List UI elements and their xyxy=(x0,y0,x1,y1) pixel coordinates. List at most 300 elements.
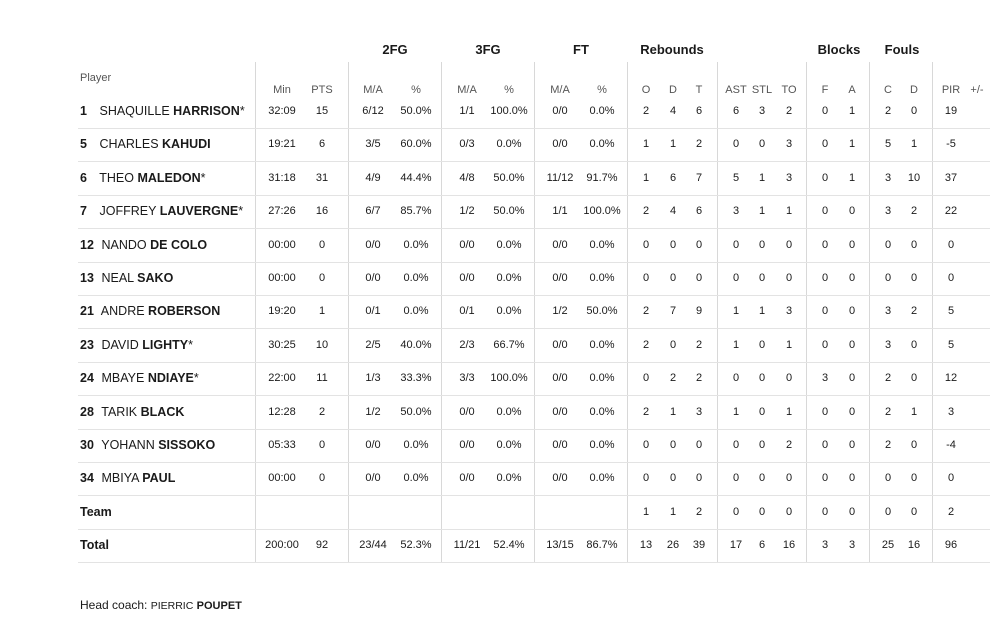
column-header: AST xyxy=(725,84,747,96)
table-row xyxy=(78,462,990,496)
stat-cell: 0/0 xyxy=(459,405,475,418)
stat-cell: 0 xyxy=(318,472,326,485)
stat-cell: 60.0% xyxy=(400,138,432,151)
stat-cell: 16 xyxy=(782,539,796,552)
stat-cell xyxy=(262,496,302,529)
starter-mark: * xyxy=(188,337,193,352)
stat-cell xyxy=(967,128,987,161)
head-coach-last-name: POUPET xyxy=(196,600,242,612)
stat-cell: 0/0 xyxy=(552,439,568,451)
stat-cell: 7 xyxy=(695,171,703,184)
stat-cell: 0.0% xyxy=(403,439,429,451)
player-last-name: SAKO xyxy=(137,271,174,285)
stat-cell: 0 xyxy=(821,305,829,318)
stat-cell: 32:09 xyxy=(268,105,296,117)
table-row xyxy=(78,95,990,129)
column-header: STL xyxy=(751,84,773,96)
stat-cell: 66.7% xyxy=(493,338,525,351)
stat-cell: 30:25 xyxy=(268,338,296,351)
player-name xyxy=(80,462,175,495)
stat-cell: 1 xyxy=(642,505,650,518)
player-first-name: ANDRE xyxy=(100,304,145,319)
stat-cell: 1/2 xyxy=(365,405,381,418)
stat-cell xyxy=(967,162,987,195)
stat-cell: 0 xyxy=(785,472,793,485)
stat-cell: 3 xyxy=(884,305,892,318)
player-name xyxy=(80,262,173,295)
table-row xyxy=(78,295,990,329)
starter-mark: * xyxy=(200,170,206,185)
stat-cell: 50.0% xyxy=(493,171,525,184)
stat-cell: 1 xyxy=(758,305,766,318)
head-coach-label: Head coach: xyxy=(80,598,151,612)
stat-cell: 0 xyxy=(642,238,650,251)
stat-cell: 1 xyxy=(318,305,326,318)
stat-cell: 13 xyxy=(639,539,653,552)
stat-cell: 0/0 xyxy=(365,272,381,284)
starter-mark: * xyxy=(238,204,244,219)
stat-cell: 25 xyxy=(881,539,895,552)
player-name xyxy=(80,429,215,462)
stat-cell: 0 xyxy=(669,439,677,451)
player-name xyxy=(80,195,243,228)
stat-cell: 2 xyxy=(884,105,892,117)
stat-cell: 0/0 xyxy=(552,405,568,418)
stat-cell: 0 xyxy=(785,238,793,251)
stat-cell: 50.0% xyxy=(400,405,432,418)
stat-cell: 0 xyxy=(695,238,703,251)
stat-cell: 1 xyxy=(785,338,793,351)
stat-cell: 2 xyxy=(318,405,326,418)
group-header-blocks: Blocks xyxy=(817,42,861,57)
stat-cell: 4/8 xyxy=(459,171,475,184)
stat-cell: 52.3% xyxy=(400,539,432,552)
head-coach xyxy=(80,598,242,612)
stat-cell: 0 xyxy=(848,439,856,451)
stat-cell: 0/0 xyxy=(365,472,381,485)
stat-cell: 200:00 xyxy=(265,539,299,552)
stat-cell: 0/0 xyxy=(459,272,475,284)
stat-cell: 0.0% xyxy=(496,439,522,451)
stat-cell: 1 xyxy=(642,171,650,184)
player-number: 23 xyxy=(80,337,94,352)
stat-cell: 3/3 xyxy=(459,372,475,385)
stat-cell: 3 xyxy=(785,138,793,151)
player-first-name: YOHANN xyxy=(101,438,155,452)
stat-cell: 1/1 xyxy=(459,105,475,117)
stat-cell: 4 xyxy=(669,105,677,117)
stat-cell: 2 xyxy=(910,305,918,318)
stat-cell: 1 xyxy=(758,205,766,218)
player-first-name: DAVID xyxy=(101,337,139,352)
stat-cell: 0 xyxy=(758,238,766,251)
stat-cell: 0 xyxy=(732,238,740,251)
stat-cell: 0 xyxy=(785,272,793,284)
stat-cell: 0 xyxy=(848,372,856,385)
stat-cell xyxy=(967,295,987,328)
stat-cell: 0.0% xyxy=(496,472,522,485)
table-row xyxy=(78,329,990,363)
stat-cell: 19 xyxy=(944,105,958,117)
stat-cell: 0 xyxy=(821,138,829,151)
stat-cell: 100.0% xyxy=(583,205,621,218)
stat-cell: 12:28 xyxy=(268,405,296,418)
stat-cell: 2 xyxy=(884,372,892,385)
stat-cell: 3 xyxy=(947,405,955,418)
stat-cell: 0.0% xyxy=(589,138,615,151)
stat-cell xyxy=(967,362,987,395)
stat-cell: 0 xyxy=(642,372,650,385)
stat-cell: 9 xyxy=(695,305,703,318)
stat-cell: 0.0% xyxy=(589,338,615,351)
stat-cell: 0/0 xyxy=(552,472,568,485)
stat-cell: 16 xyxy=(907,539,921,552)
stat-cell: 0 xyxy=(821,505,829,518)
stat-cell: 5 xyxy=(947,338,955,351)
stat-cell: 0 xyxy=(910,472,918,485)
player-first-name: TARIK xyxy=(101,404,138,419)
player-first-name: MBIYA xyxy=(101,471,139,486)
stat-cell: 0 xyxy=(758,405,766,418)
column-header: D xyxy=(910,84,918,96)
stat-cell: 100.0% xyxy=(490,105,528,117)
stat-cell: 2 xyxy=(884,439,892,451)
player-last-name: BLACK xyxy=(140,404,185,419)
stat-cell: 3 xyxy=(821,372,829,385)
player-name xyxy=(80,162,206,195)
player-last-name: PAUL xyxy=(142,471,176,486)
stat-cell: 0 xyxy=(947,472,955,485)
stat-cell: 0/0 xyxy=(459,238,475,251)
stat-cell: 1 xyxy=(642,138,650,151)
stat-cell: 3 xyxy=(758,105,766,117)
player-first-name: JOFFREY xyxy=(99,204,157,219)
stat-cell: 19:21 xyxy=(268,138,296,151)
stat-cell: 00:00 xyxy=(268,238,296,251)
stat-cell: 0 xyxy=(642,439,650,451)
group-header-rebounds: Rebounds xyxy=(640,42,704,57)
stat-cell: 4/9 xyxy=(365,171,381,184)
stat-cell: 1 xyxy=(732,338,740,351)
stat-cell: 0 xyxy=(848,338,856,351)
stat-cell: 0.0% xyxy=(496,305,522,318)
stat-cell: 3 xyxy=(821,539,829,552)
stat-cell: 6 xyxy=(695,205,703,218)
player-first-name: THEO xyxy=(99,170,134,185)
stat-cell: 12 xyxy=(944,372,958,385)
stat-cell: 50.0% xyxy=(586,305,618,318)
table-row xyxy=(78,429,990,463)
stat-cell: 7 xyxy=(669,305,677,318)
column-header: +/- xyxy=(970,84,984,96)
stat-cell: 2 xyxy=(695,138,703,151)
stat-cell: 0/1 xyxy=(365,305,381,318)
stat-cell xyxy=(967,496,987,529)
table-row xyxy=(78,262,990,296)
stat-cell: 0 xyxy=(947,238,955,251)
stat-cell: 0 xyxy=(695,472,703,485)
stat-cell: 1 xyxy=(669,405,677,418)
stat-cell: 0 xyxy=(884,505,892,518)
stat-cell: 0.0% xyxy=(496,238,522,251)
table-row xyxy=(78,195,990,229)
stat-cell: 3 xyxy=(732,205,740,218)
stat-cell: 3 xyxy=(695,405,703,418)
table-row xyxy=(78,229,990,263)
stat-cell: 50.0% xyxy=(400,105,432,117)
player-number: 1 xyxy=(80,104,87,118)
stat-cell: 0 xyxy=(821,405,829,418)
stat-cell: 86.7% xyxy=(586,539,618,552)
player-number: 21 xyxy=(80,304,94,319)
stat-cell xyxy=(452,496,482,529)
stat-cell: 0 xyxy=(758,272,766,284)
stat-cell: 2/5 xyxy=(365,338,381,351)
stat-cell: 1 xyxy=(910,405,918,418)
stat-cell: 91.7% xyxy=(586,171,618,184)
stat-cell: 0 xyxy=(910,338,918,351)
stat-cell: 0.0% xyxy=(589,439,615,451)
stat-cell: 1 xyxy=(910,138,918,151)
stat-cell: 0/0 xyxy=(552,338,568,351)
stat-cell: 3 xyxy=(785,305,793,318)
stat-cell: 0 xyxy=(884,472,892,485)
stat-cell: 0/0 xyxy=(552,105,568,117)
stat-cell: 2 xyxy=(947,505,955,518)
player-last-name: ROBERSON xyxy=(148,304,221,319)
column-header: A xyxy=(848,84,856,96)
player-last-name: LAUVERGNE xyxy=(159,204,239,219)
stat-cell: 1 xyxy=(785,205,793,218)
stat-cell: 0.0% xyxy=(589,405,615,418)
starter-mark: * xyxy=(193,371,199,386)
player-first-name: MBAYE xyxy=(101,371,145,386)
stat-cell: 0 xyxy=(758,338,766,351)
stat-cell: 0 xyxy=(758,372,766,385)
stat-cell: 44.4% xyxy=(400,171,432,184)
player-number: 12 xyxy=(80,237,94,252)
stat-cell: 1 xyxy=(785,405,793,418)
stat-cell: 16 xyxy=(315,205,329,218)
stat-cell: 1/3 xyxy=(365,372,381,385)
stat-cell: 1 xyxy=(848,171,856,184)
stat-cell: 2 xyxy=(642,105,650,117)
stat-cell: 2/3 xyxy=(459,338,475,351)
stat-cell: 96 xyxy=(944,539,958,552)
stat-cell: 00:00 xyxy=(268,472,296,485)
stat-cell: 0 xyxy=(669,472,677,485)
stat-cell: 31 xyxy=(315,171,329,184)
player-last-name: SISSOKO xyxy=(158,438,216,452)
stat-cell: 92 xyxy=(315,539,329,552)
stat-cell: 3/5 xyxy=(365,138,381,151)
stat-cell: 5 xyxy=(884,138,892,151)
total-row xyxy=(78,529,990,563)
stat-cell: 0.0% xyxy=(589,238,615,251)
stat-cell xyxy=(543,496,577,529)
stat-cell xyxy=(967,429,987,462)
column-header: M/A xyxy=(457,84,477,96)
stat-cell: 50.0% xyxy=(493,205,525,218)
player-last-name: DE COLO xyxy=(150,237,208,252)
stat-cell: 0 xyxy=(848,472,856,485)
stat-cell xyxy=(967,529,987,562)
stat-cell: 0 xyxy=(318,238,326,251)
player-name xyxy=(80,295,220,328)
stat-cell: 0 xyxy=(821,205,829,218)
stat-cell: 0 xyxy=(821,238,829,251)
player-number: 28 xyxy=(80,404,94,419)
stat-cell: 1 xyxy=(669,505,677,518)
player-number: 6 xyxy=(80,170,87,185)
stat-cell: 0/0 xyxy=(365,238,381,251)
column-header: PTS xyxy=(311,84,333,96)
stat-cell: 6 xyxy=(758,539,766,552)
player-number: 13 xyxy=(80,271,94,285)
column-header: % xyxy=(411,84,421,96)
column-header: % xyxy=(504,84,514,96)
column-header: % xyxy=(597,84,607,96)
column-header: M/A xyxy=(550,84,570,96)
stat-cell: 40.0% xyxy=(400,338,432,351)
column-header: F xyxy=(821,84,829,96)
stat-cell: 0.0% xyxy=(403,238,429,251)
stat-cell: 0 xyxy=(910,505,918,518)
stat-cell: 0/0 xyxy=(552,238,568,251)
stat-cell: 5 xyxy=(947,305,955,318)
stat-cell: 4 xyxy=(669,205,677,218)
stat-cell: 0 xyxy=(642,272,650,284)
column-header: Min xyxy=(273,84,291,96)
player-last-name: MALEDON xyxy=(137,170,201,185)
stat-cell: 52.4% xyxy=(493,539,525,552)
table-row xyxy=(78,362,990,396)
column-header: PIR xyxy=(941,84,961,96)
stat-cell: 10 xyxy=(907,171,921,184)
player-number: 24 xyxy=(80,371,94,386)
stat-cell: 0.0% xyxy=(589,372,615,385)
group-header-fouls: Fouls xyxy=(884,42,920,57)
stat-cell: 2 xyxy=(695,338,703,351)
stat-cell: 6 xyxy=(318,138,326,151)
stat-cell: 6 xyxy=(695,105,703,117)
stat-cell: -4 xyxy=(946,439,956,451)
stat-cell: 2 xyxy=(695,372,703,385)
stat-cell xyxy=(357,496,389,529)
stat-cell: 0.0% xyxy=(403,272,429,284)
player-first-name: SHAQUILLE xyxy=(99,104,170,118)
player-name xyxy=(80,329,193,362)
stat-cell: 0/0 xyxy=(459,472,475,485)
player-number: 34 xyxy=(80,471,94,486)
stat-cell: 0 xyxy=(669,272,677,284)
stat-cell: 0.0% xyxy=(496,138,522,151)
stat-cell: 0.0% xyxy=(589,272,615,284)
stat-cell: 0 xyxy=(884,238,892,251)
stat-cell: 2 xyxy=(642,205,650,218)
stat-cell: 3 xyxy=(785,171,793,184)
stat-cell xyxy=(967,229,987,262)
total-label: Total xyxy=(80,538,109,553)
stat-cell: 0/1 xyxy=(459,305,475,318)
stat-cell: 11/21 xyxy=(453,539,481,552)
stat-cell: 0 xyxy=(758,439,766,451)
player-first-name: NANDO xyxy=(101,237,147,252)
player-last-name: LIGHTY xyxy=(142,337,189,352)
stat-cell: 0.0% xyxy=(496,272,522,284)
stat-cell: 3 xyxy=(884,205,892,218)
stat-cell: 0.0% xyxy=(403,472,429,485)
stat-cell: 0 xyxy=(848,205,856,218)
stat-cell: 0 xyxy=(910,238,918,251)
player-number: 7 xyxy=(80,204,87,219)
stat-cell: 2 xyxy=(642,405,650,418)
stat-cell: 0 xyxy=(785,372,793,385)
player-number: 30 xyxy=(80,438,94,452)
player-column-header: Player xyxy=(80,72,112,84)
stat-cell: 11 xyxy=(316,372,328,385)
stat-cell: 0.0% xyxy=(403,305,429,318)
head-coach-first-name: PIERRIC xyxy=(150,600,194,612)
stat-cell: 0/0 xyxy=(552,138,568,151)
team-row xyxy=(78,496,990,530)
player-name xyxy=(80,95,245,128)
stat-cell xyxy=(307,496,337,529)
stat-cell: 0 xyxy=(910,105,918,117)
stat-cell: 1/2 xyxy=(552,305,568,318)
stat-cell: 2 xyxy=(910,205,918,218)
stat-cell: 19:20 xyxy=(268,305,296,318)
stat-cell: 1 xyxy=(848,105,856,117)
stat-cell: 2 xyxy=(785,105,793,117)
stat-cell: 0 xyxy=(821,272,829,284)
stat-cell xyxy=(967,95,987,128)
player-first-name: CHARLES xyxy=(99,137,159,152)
player-last-name: HARRISON xyxy=(173,104,240,118)
stat-cell: 0 xyxy=(669,238,677,251)
stat-cell: 2 xyxy=(785,439,793,451)
stat-cell: 1 xyxy=(758,171,766,184)
stat-cell xyxy=(488,496,530,529)
stat-cell: 26 xyxy=(666,539,680,552)
stat-cell: 6/7 xyxy=(365,205,381,218)
stat-cell: 17 xyxy=(729,539,743,552)
stat-cell: 22 xyxy=(944,205,958,218)
stat-cell: 0 xyxy=(732,138,740,151)
column-header: C xyxy=(884,84,892,96)
stat-cell: 13/15 xyxy=(546,539,574,552)
stat-cell: 0 xyxy=(910,439,918,451)
stat-cell: 0.0% xyxy=(496,405,522,418)
stat-cell: 27:26 xyxy=(268,205,296,218)
stat-cell: 3 xyxy=(884,171,892,184)
stat-cell: 85.7% xyxy=(400,205,432,218)
stat-cell xyxy=(967,462,987,495)
stat-cell: 0 xyxy=(785,505,793,518)
stat-cell: 0 xyxy=(758,505,766,518)
stat-cell: 1 xyxy=(732,405,740,418)
column-header: O xyxy=(641,84,651,96)
stat-cell: 1 xyxy=(848,138,856,151)
stat-cell: 0 xyxy=(848,305,856,318)
stat-cell: 0 xyxy=(848,405,856,418)
stat-cell: 0 xyxy=(848,238,856,251)
stat-cell: 0 xyxy=(758,472,766,485)
stat-cell: 0 xyxy=(758,138,766,151)
stat-cell: 0/0 xyxy=(552,372,568,385)
player-number: 5 xyxy=(80,137,87,152)
stat-cell: 0 xyxy=(910,372,918,385)
